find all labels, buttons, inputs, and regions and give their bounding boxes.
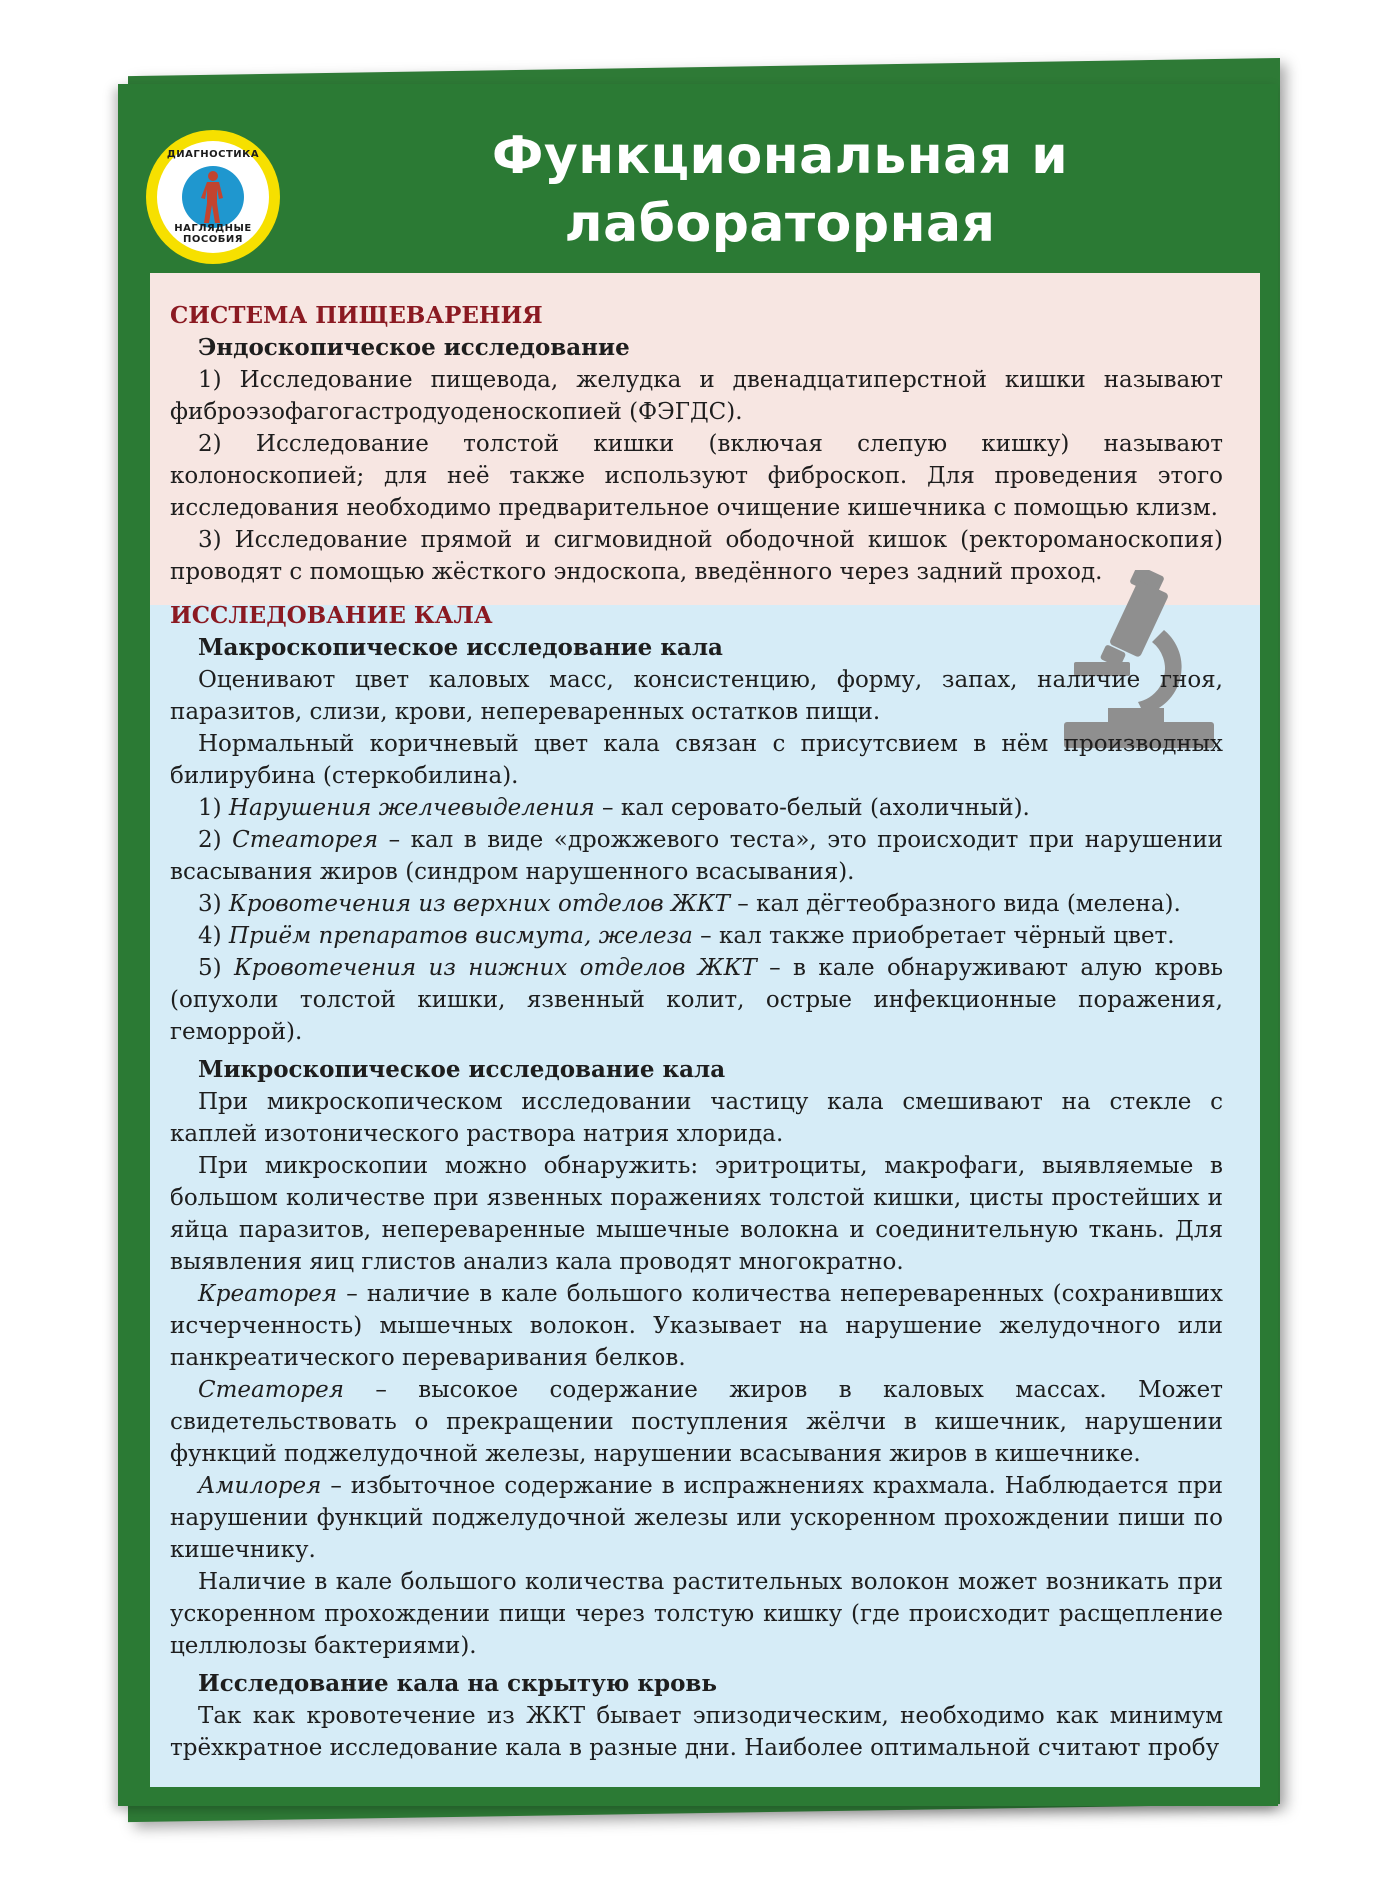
paragraph: Наличие в кале большого количества растительных волокон может возникать при ускоренном прохождении пищи через толстую кишку (где происходит расщепление целлюлозы бактериями). — [170, 1569, 1223, 1659]
anatomy-figure-icon — [182, 166, 244, 228]
subheading-occult-blood: Исследование кала на скрытую кровь — [198, 1670, 718, 1697]
section-heading-digestive: СИСТЕМА ПИЩЕВАРЕНИЯ — [170, 302, 543, 329]
subheading-macroscopic: Макроскопическое исследование кала — [198, 634, 723, 661]
title-line-1: Функциональная и лабораторная — [491, 126, 1069, 254]
content — [170, 300, 1223, 1764]
badge-bottom-text: НАГЛЯДНЫЕ ПОСОБИЯ — [174, 223, 252, 245]
paragraph: 2) Исследование толстой кишки (включая слепую кишку) называют колоноскопией; для неё также используют фиброскоп. Для проведения этого исследования необходимо предварительное очищение кишечника с помощью клизм. — [170, 431, 1223, 521]
section-heading-stool: ИССЛЕДОВАНИЕ КАЛА — [170, 602, 493, 629]
list-item: 5) Кровотечения из нижних отделов ЖКТ – в кале обнаруживают алую кровь (опухоли толстой кишки, язвенный колит, острые инфекционные поражения, геморрой). — [170, 955, 1223, 1045]
paragraph: Стеаторея – высокое содержание жиров в каловых массах. Может свидетельствовать о прекращении поступления жёлчи в кишечник, нарушении функций поджелудочной железы, нарушении всасывания жиров в кишечнике. — [170, 1377, 1223, 1467]
paragraph: Креаторея – наличие в кале большого количества непереваренных (сохранивших исчерченность) мышечных волокон. Указывает на нарушение желудочного или панкреатического переваривания белков. — [170, 1281, 1223, 1371]
paragraph: При микроскопическом исследовании частицу кала смешивают на стекле с каплей изотонического раствора натрия хлорида. — [170, 1089, 1223, 1147]
paragraph: 1) Исследование пищевода, желудка и двенадцатиперстной кишки называют фиброэзофагогастродуоденоскопией (ФЭГДС). — [170, 367, 1223, 425]
paragraph: Так как кровотечение из ЖКТ бывает эпизодическим, необходимо как минимум трёхкратное исследование кала в разные дни. Наиболее оптимальной считают пробу — [170, 1703, 1223, 1761]
list-item: 4) Приём препаратов висмута, железа – кал также приобретает чёрный цвет. — [198, 923, 1175, 949]
badge-inner — [157, 141, 269, 253]
subheading-microscopic: Микроскопическое исследование кала — [198, 1056, 726, 1083]
paragraph: 3) Исследование прямой и сигмовидной ободочной кишок (ректороманоскопия) проводят с помощью жёсткого эндоскопа, введённого через задний проход. — [170, 527, 1223, 585]
subheading-endoscopy: Эндоскопическое исследование — [198, 334, 630, 361]
paragraph: Нормальный коричневый цвет кала связан с присутсвием в нём производных билирубина (стеркобилина). — [170, 731, 1223, 789]
paragraph: Амилорея – избыточное содержание в испражнениях крахмала. Наблюдается при нарушении функций поджелудочной железы или ускоренном прохождении пиши по кишечнику. — [170, 1473, 1223, 1563]
list-item: 3) Кровотечения из верхних отделов ЖКТ – кал дёгтеобразного вида (мелена). — [198, 891, 1181, 917]
badge-top-text: ДИАГНОСТИКА — [166, 149, 260, 160]
list-item: 1) Нарушения желчевыделения – кал серовато-белый (ахоличный). — [198, 795, 1030, 821]
series-badge — [146, 130, 280, 264]
paragraph: При микроскопии можно обнаружить: эритроциты, макрофаги, выявляемые в большом количестве при язвенных поражениях толстой кишки, цисты простейших и яйца паразитов, непереваренные мышечные волокна и соединительную ткань. Для выявления яиц глистов анализ кала проводят многократно. — [170, 1153, 1223, 1275]
list-item: 2) Стеаторея – кал в виде «дрожжевого теста», это происходит при нарушении всасывания жиров (синдром нарушенного всасывания). — [170, 827, 1223, 885]
paragraph: Оценивают цвет каловых масс, консистенцию, форму, запах, наличие гноя, паразитов, слизи, крови, непереваренных остатков пищи. — [170, 667, 1223, 725]
